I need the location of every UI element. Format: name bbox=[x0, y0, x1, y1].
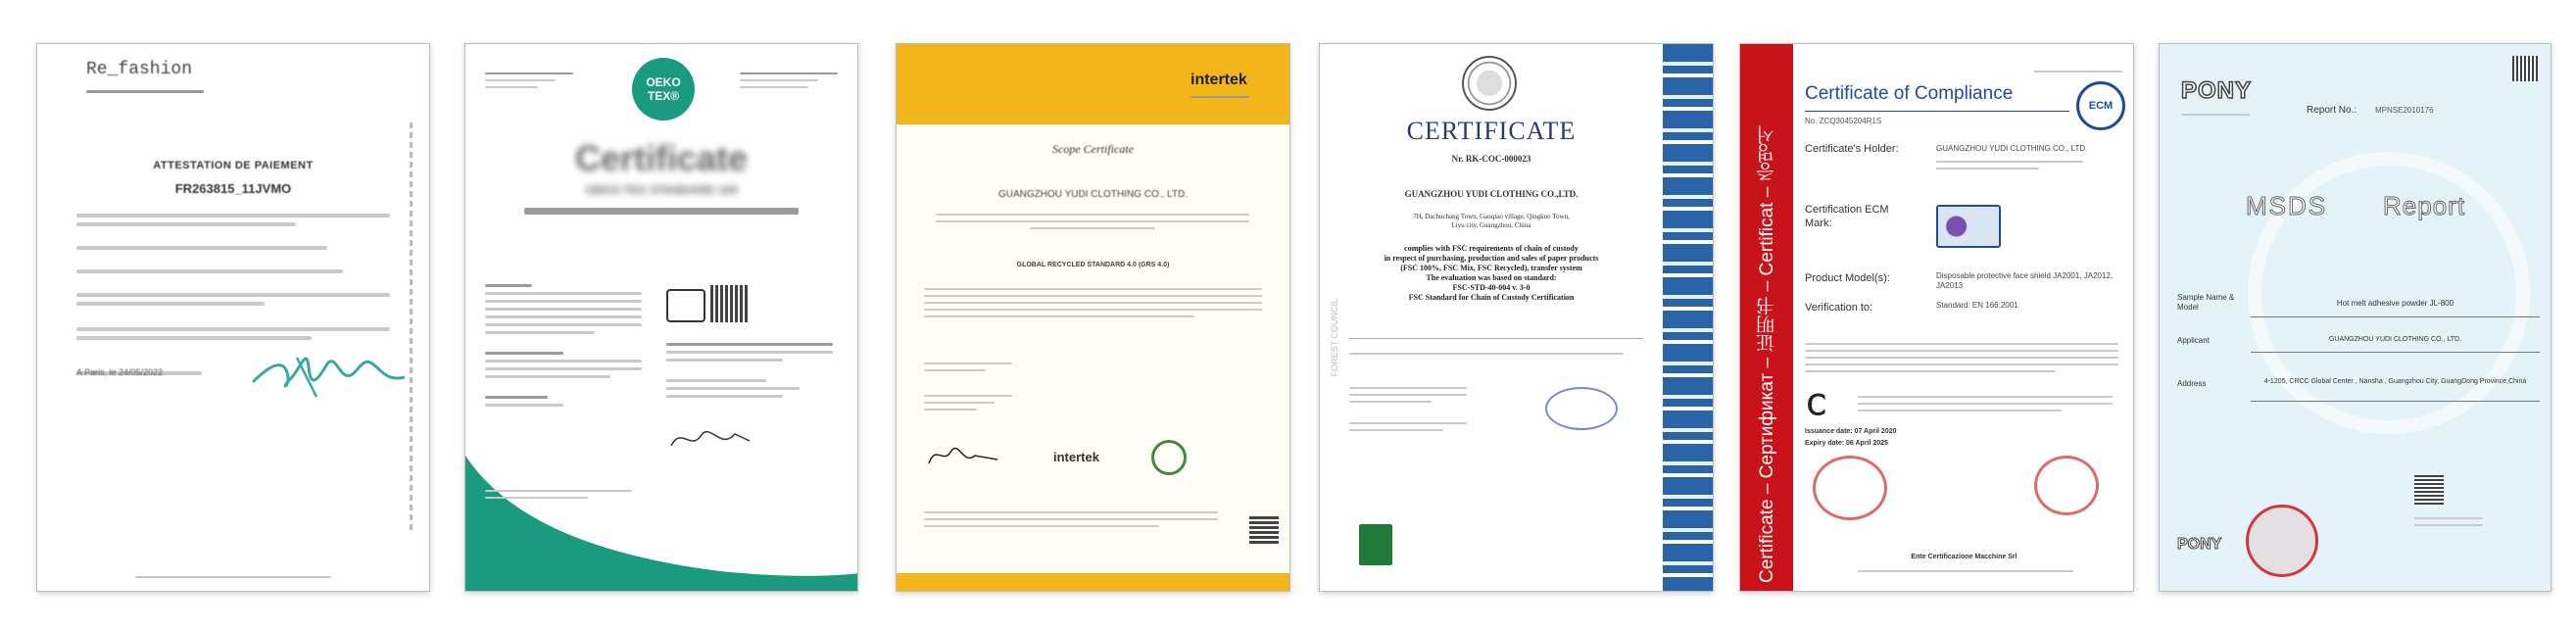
detail-label: Applicant bbox=[2177, 336, 2210, 345]
certificate-number: Nr. RK-COC-000023 bbox=[1451, 154, 1531, 164]
certificate-title: Certificate of Compliance bbox=[1805, 83, 2014, 104]
certificate-number: No. ZCQ3045204R1S bbox=[1805, 117, 1882, 125]
body-line: FSC Standard for Chain of Custody Certification bbox=[1408, 293, 1575, 302]
logo-subtitle bbox=[86, 85, 204, 98]
body-line: complies with FSC requirements of chain of custody bbox=[1404, 244, 1579, 253]
title-underline bbox=[1805, 111, 2069, 112]
report-no-label: Report No.: bbox=[2307, 105, 2357, 116]
detail-value: GUANGZHOU YUDI CLOTHING CO., LTD. bbox=[2251, 332, 2540, 353]
red-stamp-left-icon bbox=[1813, 456, 1887, 520]
pony-tagline bbox=[2181, 109, 2250, 121]
place-date: A Paris, le 24/05/2022 bbox=[76, 367, 164, 377]
scope-text bbox=[485, 279, 642, 411]
detail-value: 4-1205, CRCC Global Center , Nansha , Guangzhou City, GuangDong Province,China bbox=[2251, 375, 2540, 402]
fsc-logo-icon bbox=[1359, 524, 1392, 565]
seal-emblem-icon bbox=[1462, 56, 1517, 111]
detail-row bbox=[2177, 332, 2540, 375]
document-title: ATTESTATION DE PAIEMENT bbox=[153, 160, 314, 171]
footer-notes bbox=[924, 507, 1218, 532]
reference-number: FR263815_11JVMO bbox=[174, 181, 292, 196]
dates-block bbox=[1349, 382, 1467, 436]
certificate-validity bbox=[666, 338, 833, 403]
detail-label: Sample Name & Model bbox=[2177, 293, 2235, 312]
statement-text bbox=[1805, 338, 2118, 377]
intertek-tagline bbox=[1191, 91, 1249, 103]
msds-title-left: MSDS bbox=[2246, 191, 2328, 220]
company-name: GUANGZHOU YUDI CLOTHING CO., LTD. bbox=[998, 189, 1188, 200]
qr-code-icon bbox=[710, 285, 748, 322]
grs-standard: GLOBAL RECYCLED STANDARD 4.0 (GRS 4.0) bbox=[1016, 262, 1170, 268]
green-wave-decoration bbox=[465, 456, 858, 592]
product-value: Disposable protective face shield JA2001, JA2012, JA2013 bbox=[1936, 271, 2114, 290]
label-product: Product Model(s): bbox=[1805, 272, 1890, 284]
expiry-date: Expiry date: 06 April 2025 bbox=[1805, 440, 1888, 447]
label-ecm-mark: Certification ECM Mark: bbox=[1805, 204, 1889, 229]
red-stamp-right-icon bbox=[2034, 456, 2099, 515]
issuance-date: Issuance date: 07 April 2020 bbox=[1805, 428, 1897, 435]
header-left-text bbox=[485, 68, 573, 93]
company-address bbox=[936, 209, 1249, 234]
ecm-badge-icon bbox=[2076, 81, 2125, 130]
certificate-body bbox=[1359, 244, 1624, 303]
holder-value: GUANGZHOU YUDI CLOTHING CO., LTD. bbox=[1936, 144, 2088, 153]
yellow-footer-band bbox=[897, 573, 1289, 592]
footer-text bbox=[135, 571, 331, 583]
body-line: FSC-STD-40-004 v. 3-0 bbox=[1452, 283, 1531, 292]
fsc-certificate[interactable] bbox=[1319, 43, 1714, 592]
pony-footer-logo: PONY bbox=[2177, 536, 2222, 553]
report-number: MPNSE2010176 bbox=[2375, 106, 2434, 115]
signature-image bbox=[924, 436, 1002, 475]
intertek-logo: intertek bbox=[1191, 72, 1247, 88]
oeko-tex-logo bbox=[632, 58, 695, 121]
body-line: (FSC 100%, FSC Mix, FSC Recycled), transfer system bbox=[1400, 264, 1582, 272]
ecm-badge-text: ECM bbox=[2088, 100, 2114, 112]
pony-msds-report[interactable] bbox=[2159, 43, 2552, 592]
label-holder: Certificate's Holder: bbox=[1805, 143, 1899, 155]
attestation-document[interactable] bbox=[36, 43, 430, 592]
signature-image bbox=[666, 416, 754, 456]
stamp-seal-icon bbox=[1545, 387, 1618, 430]
issue-details bbox=[924, 358, 1012, 415]
holder-address bbox=[1936, 156, 2083, 174]
scope-certificate-title: Scope Certificate bbox=[1052, 142, 1134, 156]
label-column bbox=[1805, 142, 1913, 314]
red-stamp-icon bbox=[2246, 505, 2318, 577]
qr-code-icon bbox=[1249, 514, 1279, 544]
footer-company: Ente Certificazione Macchine Srl bbox=[1911, 554, 2017, 560]
certificate-subtitle: OEKO-TEX STANDARD 100 bbox=[585, 183, 738, 197]
global-recycled-standard-logo bbox=[1151, 440, 1187, 475]
divider bbox=[1349, 338, 1643, 339]
ce-statement bbox=[1858, 391, 2113, 416]
msds-title-right: Report bbox=[2383, 191, 2466, 220]
oeko-tex-certificate[interactable] bbox=[464, 43, 858, 592]
qr-code-icon bbox=[2512, 56, 2538, 81]
footer-info bbox=[485, 485, 632, 504]
pony-logo: PONY bbox=[2181, 77, 2253, 104]
label-verification: Verification to: bbox=[1805, 302, 1873, 314]
footer-address bbox=[1858, 565, 2073, 577]
detail-row bbox=[2177, 289, 2540, 332]
detail-row bbox=[2177, 375, 2540, 418]
detail-label: Address bbox=[2177, 379, 2207, 388]
side-margin-text bbox=[410, 122, 413, 534]
body-line: in respect of purchasing, production and sales of paper products bbox=[1384, 254, 1599, 263]
company-name: GUANGZHOU YUDI CLOTHING CO.,LTD. bbox=[1404, 189, 1579, 199]
report-details-table bbox=[2177, 289, 2540, 418]
oeko-tex-logo-text: OEKO TEX® bbox=[646, 75, 681, 103]
ecm-certificate-of-compliance[interactable] bbox=[1739, 43, 2134, 592]
product-categories bbox=[924, 283, 1262, 322]
certificate-title: CERTIFICATE bbox=[1406, 117, 1577, 145]
header-text bbox=[2034, 66, 2122, 77]
body-line: The evaluation was based on standard: bbox=[1426, 273, 1557, 282]
validity-note bbox=[1349, 348, 1624, 360]
company-name-line bbox=[524, 203, 799, 219]
standard-100-label-icon bbox=[666, 289, 705, 322]
side-vertical-text: Certificate – Сертификат – 证明书 – Certificat – 증명서 bbox=[1757, 125, 1777, 583]
blue-ornament-border bbox=[1663, 44, 1714, 591]
header-right-text bbox=[740, 68, 838, 93]
qr-caption bbox=[2414, 512, 2483, 531]
qr-code-icon bbox=[2414, 475, 2444, 505]
side-vertical-text: FOREST COUNCIL bbox=[1330, 299, 1339, 377]
intertek-scope-certificate[interactable] bbox=[896, 43, 1290, 592]
refashion-logo: Re_fashion bbox=[86, 60, 193, 79]
company-address: 7H, Dachuchang Town, Gaoqiao village, Qingkuo Town, Liyu city, Guangzhou, China bbox=[1413, 213, 1570, 229]
certificate-title: Certificate bbox=[574, 138, 749, 178]
signature-image bbox=[248, 328, 414, 407]
ce-mark-icon: Ⅽ bbox=[1807, 390, 1826, 420]
standard-value: Standard: EN 166:2001 bbox=[1936, 301, 2018, 310]
intertek-footer-logo: intertek bbox=[1053, 450, 1099, 464]
detail-value: Hot melt adhesive powder JL-800 bbox=[2251, 289, 2540, 317]
ecm-mark-image bbox=[1936, 205, 2001, 248]
